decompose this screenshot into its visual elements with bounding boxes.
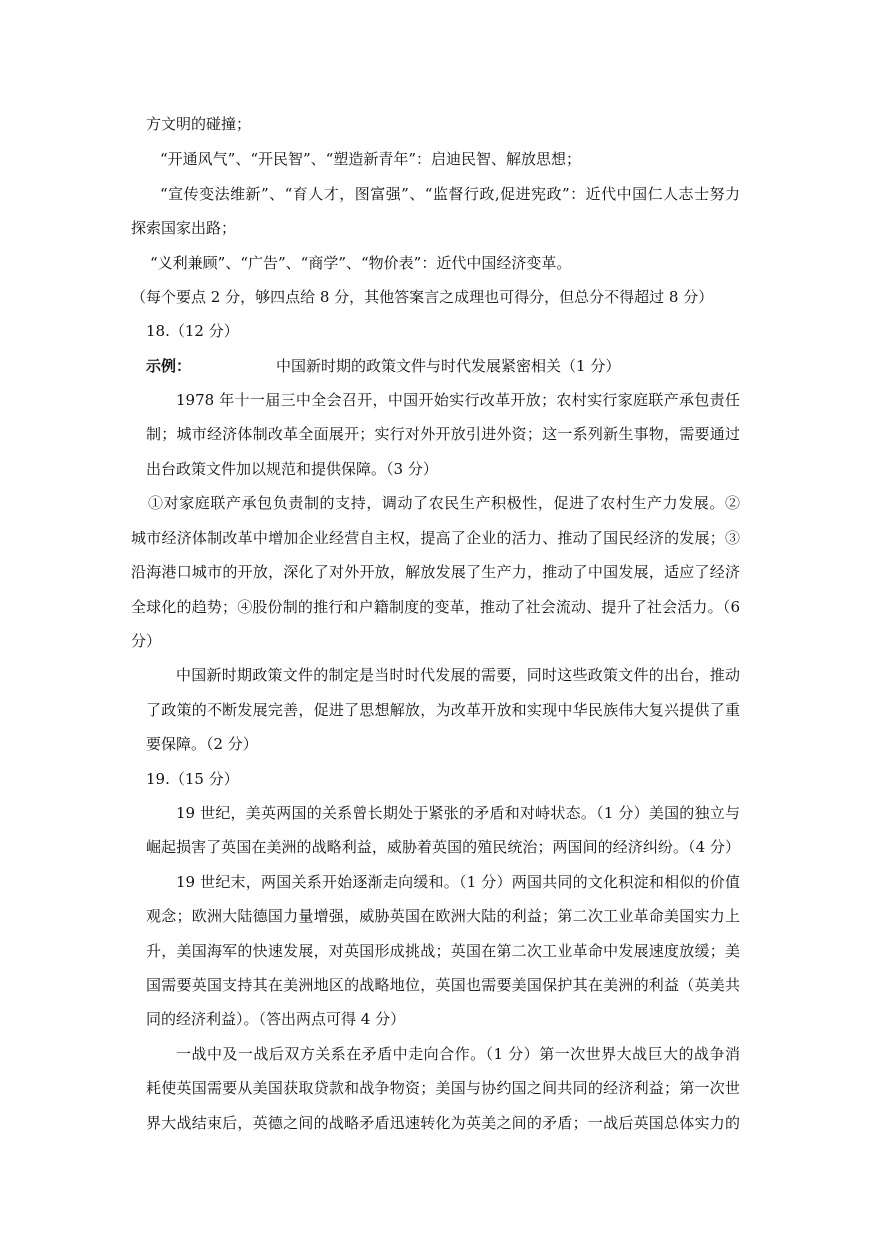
text-line: 界大战结束后，英德之间的战略矛盾迅速转化为英美之间的矛盾；一战后英国总体实力的 xyxy=(146,1114,740,1132)
text-line: 崛起损害了英国在美洲的战略利益，威胁着英国的殖民统治；两国间的经济纠纷。（4 分） xyxy=(146,838,740,856)
text-line: “宣传变法维新”、“育人才，图富强”、“监督行政,促进宪政”：近代中国仁人志士努力 xyxy=(160,185,740,203)
text-line: 了政策的不断发展完善，促进了思想解放，为改革开放和实现中华民族伟大复兴提供了重 xyxy=(146,701,740,719)
text-line: “开通风气”、“开民智”、“塑造新青年”：启迪民智、解放思想； xyxy=(160,150,582,168)
text-line: 耗使英国需要从美国获取贷款和战争物资；美国与协约国之间共同的经济利益；第一次世 xyxy=(146,1079,740,1097)
text-line: 要保障。（2 分） xyxy=(146,735,258,753)
text-line: 同的经济利益）。（答出两点可得 4 分） xyxy=(146,1010,406,1028)
question-number: 18.（12 分） xyxy=(146,322,239,340)
text-line: 出台政策文件加以规范和提供保障。（3 分） xyxy=(146,460,438,478)
question-number: 19.（15 分） xyxy=(146,770,239,788)
text-line: 探索国家出路； xyxy=(131,219,237,237)
text-line: （每个要点 2 分，够四点给 8 分，其他答案言之成理也可得分，但总分不得超过 8 分） xyxy=(131,288,714,306)
text-line: 全球化的趋势；④股份制的推行和户籍制度的变革，推动了社会流动、提升了社会活力。（6 xyxy=(131,598,740,616)
text-line: 城市经济体制改革中增加企业经营自主权，提高了企业的活力、推动了国民经济的发展；③ xyxy=(131,529,740,547)
text-line: 分） xyxy=(131,632,162,650)
text-line: 沿海港口城市的开放，深化了对外开放，解放发展了生产力，推动了中国发展，适应了经济 xyxy=(131,563,740,581)
text-line: 制；城市经济体制改革全面展开；实行对外开放引进外资；这一系列新生事物，需要通过 xyxy=(146,425,740,443)
text-line: 方文明的碰撞； xyxy=(146,115,252,133)
text-line: 19 世纪末，两国关系开始逐渐走向缓和。（1 分）两国共同的文化积淀和相似的价值 xyxy=(176,873,740,891)
text-line: 中国新时期的政策文件与时代发展紧密相关（1 分） xyxy=(276,357,621,375)
text-line: 19 世纪，美英两国的关系曾长期处于紧张的矛盾和对峙状态。（1 分）美国的独立与 xyxy=(176,804,740,822)
text-line: 中国新时期政策文件的制定是当时时代发展的需要，同时这些政策文件的出台，推动 xyxy=(176,666,740,684)
text-line: ①对家庭联产承包负责制的支持，调动了农民生产积极性，促进了农村生产力发展。② xyxy=(148,494,740,512)
text-line: 一战中及一战后双方关系在矛盾中走向合作。（1 分）第一次世界大战巨大的战争消 xyxy=(176,1045,740,1063)
example-label: 示例： xyxy=(146,357,192,375)
text-line: 国需要英国支持其在美洲地区的战略地位，英国也需要美国保护其在美洲的利益（英美共 xyxy=(146,976,740,994)
text-line: 1978 年十一届三中全会召开，中国开始实行改革开放；农村实行家庭联产承包责任 xyxy=(176,391,740,409)
text-line: 升，美国海军的快速发展，对英国形成挑战；英国在第二次工业革命中发展速度放缓；美 xyxy=(146,942,740,960)
text-line: 观念；欧洲大陆德国力量增强，威胁英国在欧洲大陆的利益；第二次工业革命美国实力上 xyxy=(146,907,740,925)
text-line: “义利兼顾”、“广告”、“商学”、“物价表”：近代中国经济变革。 xyxy=(150,254,572,272)
